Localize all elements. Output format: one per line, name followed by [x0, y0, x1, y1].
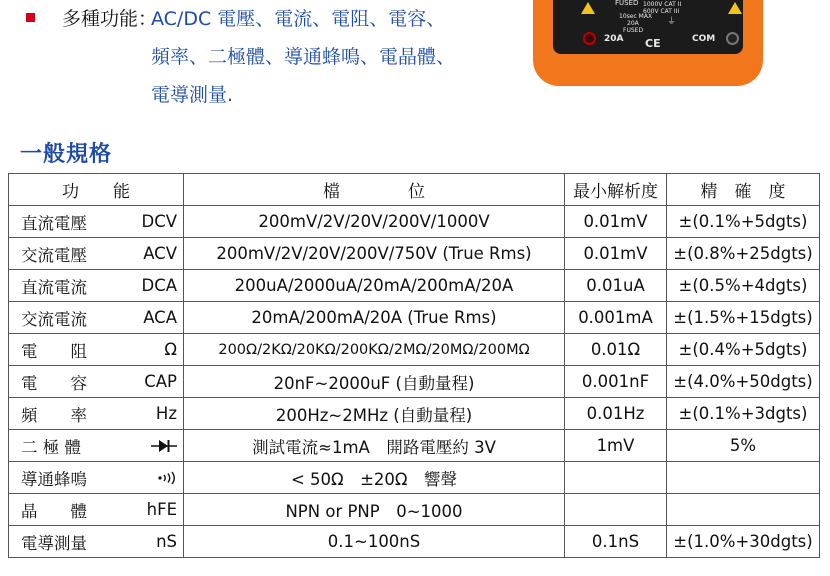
range-cell: 200Hz~2MHz (自動量程) [184, 398, 565, 430]
ground-icon: ⏚ [667, 17, 677, 27]
meter-fused-label-2: FUSED [623, 27, 644, 34]
table-row [9, 462, 820, 494]
accuracy-cell [667, 462, 820, 494]
resolution-cell: 0.01Ω [565, 334, 667, 366]
accuracy-cell: ±(0.4%+5dgts) [667, 334, 820, 366]
features-label: 多種功能： [62, 8, 158, 30]
range-cell: 200mV/2V/20V/200V/750V (True Rms) [184, 238, 565, 270]
warning-icon-right [728, 2, 742, 14]
accuracy-cell: ±(0.1%+3dgts) [667, 398, 820, 430]
function-symbol: ACV [143, 244, 177, 263]
function-name: 直流電壓 [21, 213, 87, 233]
range-cell: 20nF~2000uF (自動量程) [184, 366, 565, 398]
meter-com-label: COM [692, 34, 716, 44]
table-row [9, 334, 820, 366]
header-range: 檔 位 [184, 174, 565, 206]
function-name: 頻 率 [21, 405, 87, 425]
resolution-cell: 0.01mV [565, 206, 667, 238]
function-name: 直流電流 [21, 277, 87, 297]
accuracy-cell: 5% [667, 430, 820, 462]
resolution-cell: 0.001mA [565, 302, 667, 334]
header-function: 功 能 [9, 174, 184, 206]
table-row [9, 366, 820, 398]
function-symbol: hFE [146, 500, 177, 519]
accuracy-cell [667, 494, 820, 526]
function-symbol: DCV [141, 212, 177, 231]
function-name: 晶 體 [21, 501, 87, 521]
header-accuracy: 精 確 度 [667, 174, 820, 206]
table-row [9, 494, 820, 526]
resolution-cell: 0.01mV [565, 238, 667, 270]
table-row [9, 430, 820, 462]
features-line-1: AC/DC 電壓、電流、電阻、電容、 [151, 8, 446, 30]
table-row [9, 302, 820, 334]
accuracy-cell: ±(1.5%+15dgts) [667, 302, 820, 334]
range-cell: 200uA/2000uA/20mA/200mA/20A [184, 270, 565, 302]
function-symbol: Hz [155, 404, 177, 423]
range-cell: 200Ω/2KΩ/20KΩ/200KΩ/2MΩ/20MΩ/200MΩ [184, 334, 565, 366]
resolution-cell: 1mV [565, 430, 667, 462]
features-line-3: 電導測量. [151, 84, 234, 106]
table-row [9, 526, 820, 558]
multimeter-image [533, 0, 763, 86]
meter-cat-label-1: 1000V CAT II [643, 1, 682, 8]
resolution-cell: 0.01uA [565, 270, 667, 302]
header-resolution: 最小解析度 [565, 174, 667, 206]
bullet-icon [26, 13, 35, 22]
resolution-cell: 0.001nF [565, 366, 667, 398]
accuracy-cell: ±(0.8%+25dgts) [667, 238, 820, 270]
meter-max-label: 10sec MAX [619, 13, 653, 20]
accuracy-cell: ±(1.0%+30dgts) [667, 526, 820, 558]
table-row [9, 398, 820, 430]
function-symbol: CAP [144, 372, 177, 391]
warning-icon [581, 2, 595, 14]
function-symbol: nS [156, 532, 177, 551]
table-header-row [9, 174, 820, 206]
table-row [9, 238, 820, 270]
function-symbol: DCA [141, 276, 177, 295]
function-symbol: ACA [143, 308, 177, 327]
spec-table [8, 173, 820, 558]
range-cell: 0.1~100nS [184, 526, 565, 558]
ce-mark: CE [645, 37, 661, 50]
function-name: 電 阻 [21, 341, 87, 361]
accuracy-cell: ±(4.0%+50dgts) [667, 366, 820, 398]
resolution-cell: 0.01Hz [565, 398, 667, 430]
meter-jack-panel [553, 0, 743, 54]
meter-fused-label: FUSED [615, 0, 639, 7]
resolution-cell: 0.1nS [565, 526, 667, 558]
jack-20a [583, 32, 596, 45]
diode-icon [151, 439, 177, 453]
ohm-symbol: Ω [164, 340, 177, 359]
function-name: 二 極 體 [21, 437, 81, 457]
function-name: 交流電流 [21, 309, 87, 329]
resolution-cell [565, 494, 667, 526]
meter-20a-label: 20A [604, 34, 624, 44]
function-name: 導通蜂鳴 [21, 469, 87, 489]
function-name: 電 容 [21, 373, 87, 393]
range-cell: 20mA/200mA/20A (True Rms) [184, 302, 565, 334]
meter-cat-label-2: 600V CAT III [643, 8, 680, 15]
features-line-2: 頻率、二極體、導通蜂鳴、電晶體、 [151, 46, 456, 68]
table-row [9, 206, 820, 238]
range-cell: < 50Ω ±20Ω 響聲 [184, 462, 565, 494]
range-cell: 測試電流≈1mA 開路電壓約 3V [184, 430, 565, 462]
accuracy-cell: ±(0.1%+5dgts) [667, 206, 820, 238]
accuracy-cell: ±(0.5%+4dgts) [667, 270, 820, 302]
section-title: 一般規格 [20, 142, 113, 167]
function-name: 電導測量 [21, 533, 87, 553]
range-cell: 200mV/2V/20V/200V/1000V [184, 206, 565, 238]
table-row [9, 270, 820, 302]
function-name: 交流電壓 [21, 245, 87, 265]
jack-com [726, 32, 739, 45]
meter-max-amp: 20A [627, 20, 639, 27]
range-cell: NPN or PNP 0~1000 [184, 494, 565, 526]
resolution-cell [565, 462, 667, 494]
buzzer-icon [157, 471, 177, 485]
